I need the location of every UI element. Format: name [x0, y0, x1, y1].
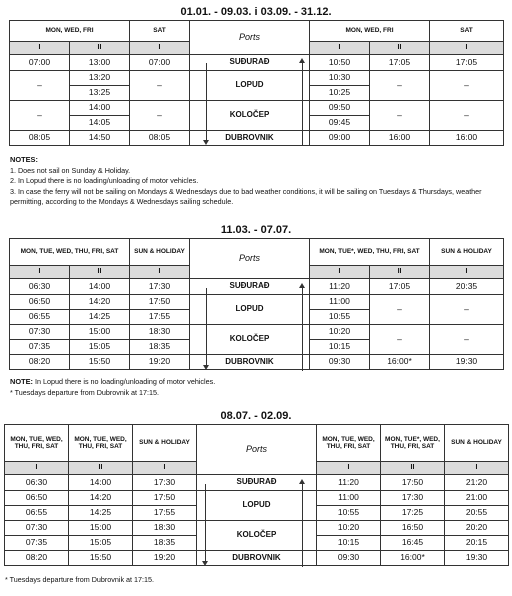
sub-head: II	[370, 42, 430, 55]
sub-head: II	[70, 266, 130, 279]
table-row	[5, 551, 509, 566]
time-cell: 14:50	[70, 131, 130, 146]
time-cell: 10:25	[310, 86, 370, 101]
time-cell: 14:25	[69, 506, 133, 521]
time-cell: 18:35	[133, 536, 197, 551]
time-cell: 10:55	[310, 310, 370, 325]
time-cell: 15:50	[69, 551, 133, 566]
table-row	[10, 279, 504, 295]
time-cell: 19:20	[133, 551, 197, 566]
up-arrow-line	[302, 287, 303, 371]
time-cell: 07:30	[10, 325, 70, 340]
time-cell: 07:00	[130, 55, 190, 71]
time-cell: 14:00	[70, 279, 130, 295]
table-row	[5, 521, 509, 536]
time-cell: 09:00	[310, 131, 370, 146]
time-cell: 10:15	[317, 536, 381, 551]
sub-head: I	[10, 42, 70, 55]
time-cell: 18:30	[133, 521, 197, 536]
time-cell: 11:20	[317, 475, 381, 491]
sub-head: I	[133, 462, 197, 475]
sub-head: I	[317, 462, 381, 475]
sub-head: II	[69, 462, 133, 475]
time-cell: 10:15	[310, 340, 370, 355]
down-arrow-icon	[202, 561, 208, 566]
time-cell: 17:05	[370, 55, 430, 71]
down-arrow-icon	[203, 140, 209, 145]
time-cell: 13:00	[70, 55, 130, 71]
notes-heading: NOTE:	[10, 377, 33, 386]
sub-head: I	[445, 462, 509, 475]
down-arrow-line	[206, 63, 207, 141]
time-cell: 14:25	[70, 310, 130, 325]
time-cell: 19:30	[430, 355, 504, 370]
time-cell: –	[130, 71, 190, 101]
time-cell: 17:05	[430, 55, 504, 71]
ports-header: Ports	[190, 21, 310, 55]
port-name: SUĐURAĐ	[190, 55, 310, 71]
table-row	[10, 71, 504, 86]
time-cell: 11:20	[310, 279, 370, 295]
table-row	[10, 355, 504, 370]
sub-head: I	[130, 266, 190, 279]
down-arrow-line	[206, 288, 207, 366]
time-cell: 08:20	[5, 551, 69, 566]
col-head-return: MON, TUE*, WED, THU, FRI, SAT	[310, 239, 430, 266]
time-cell: 17:25	[381, 506, 445, 521]
table-row	[10, 101, 504, 116]
port-name: DUBROVNIK	[190, 355, 310, 370]
col-head-return-2: MON, TUE*, WED, THU, FRI, SAT	[381, 425, 445, 462]
time-cell: 08:20	[10, 355, 70, 370]
time-cell: 17:55	[130, 310, 190, 325]
note-line: 1. Does not sail on Sunday & Holiday.	[10, 165, 131, 175]
time-cell: 18:35	[130, 340, 190, 355]
up-arrow-icon	[299, 58, 305, 63]
note-line: 2. In Lopud there is no loading/unloading of motor vehicles.	[10, 176, 199, 185]
sub-head: I	[310, 42, 370, 55]
time-cell: 10:30	[310, 71, 370, 86]
time-cell: 16:00	[430, 131, 504, 146]
table-row	[10, 55, 504, 71]
time-cell: 06:50	[10, 295, 70, 310]
up-arrow-icon	[299, 283, 305, 288]
time-cell: 09:30	[310, 355, 370, 370]
table-row	[5, 475, 509, 491]
table-row	[5, 491, 509, 506]
time-cell: 16:00*	[381, 551, 445, 566]
time-cell: 15:00	[69, 521, 133, 536]
port-name: KOLOČEP	[190, 101, 310, 131]
port-name: LOPUD	[190, 295, 310, 325]
port-name: SUĐURAĐ	[197, 475, 317, 491]
time-cell: 20:35	[430, 279, 504, 295]
port-name: KOLOČEP	[190, 325, 310, 355]
time-cell: 17:30	[130, 279, 190, 295]
notes-heading: NOTES:	[10, 155, 38, 164]
time-cell: –	[430, 71, 504, 101]
table-row	[10, 131, 504, 146]
time-cell: 14:05	[70, 116, 130, 131]
port-name: LOPUD	[197, 491, 317, 521]
time-cell: –	[370, 295, 430, 325]
time-cell: 06:30	[10, 279, 70, 295]
time-cell: 06:50	[5, 491, 69, 506]
sub-head: I	[430, 266, 504, 279]
time-cell: 13:25	[70, 86, 130, 101]
schedule-table-1	[9, 20, 504, 146]
time-cell: 15:05	[70, 340, 130, 355]
col-head-return: MON, WED, FRI	[310, 21, 430, 42]
time-cell: 14:20	[69, 491, 133, 506]
time-cell: 11:00	[317, 491, 381, 506]
time-cell: 17:55	[133, 506, 197, 521]
sub-head: I	[430, 42, 504, 55]
time-cell: 20:55	[445, 506, 509, 521]
note-line: In Lopud there is no loading/unloading of motor vehicles.	[33, 377, 216, 386]
up-arrow-icon	[299, 479, 305, 484]
col-head-outbound-sun: SUN & HOLIDAY	[133, 425, 197, 462]
time-cell: 16:45	[381, 536, 445, 551]
ports-header: Ports	[197, 425, 317, 475]
time-cell: 15:05	[69, 536, 133, 551]
col-head-outbound: MON, WED, FRI	[10, 21, 130, 42]
up-arrow-line	[302, 483, 303, 567]
time-cell: 17:30	[133, 475, 197, 491]
sub-head: I	[310, 266, 370, 279]
time-cell: 17:50	[133, 491, 197, 506]
col-head-outbound: MON, TUE, WED, THU, FRI, SAT	[10, 239, 130, 266]
time-cell: 17:50	[130, 295, 190, 310]
time-cell: 08:05	[130, 131, 190, 146]
schedule-table-2	[9, 238, 504, 370]
col-head-return-sat: SAT	[430, 21, 504, 42]
time-cell: 09:50	[310, 101, 370, 116]
time-cell: 11:00	[310, 295, 370, 310]
time-cell: 10:20	[317, 521, 381, 536]
sub-head: I	[10, 266, 70, 279]
time-cell: 21:20	[445, 475, 509, 491]
time-cell: 07:35	[5, 536, 69, 551]
time-cell: 16:50	[381, 521, 445, 536]
time-cell: 17:30	[381, 491, 445, 506]
port-name: DUBROVNIK	[197, 551, 317, 566]
time-cell: 09:30	[317, 551, 381, 566]
time-cell: –	[430, 325, 504, 355]
sub-head: I	[5, 462, 69, 475]
time-cell: 16:00*	[370, 355, 430, 370]
time-cell: 17:05	[370, 279, 430, 295]
col-head-outbound-2: MON, TUE, WED, THU, FRI, SAT	[69, 425, 133, 462]
time-cell: –	[10, 101, 70, 131]
time-cell: 09:45	[310, 116, 370, 131]
port-name: LOPUD	[190, 71, 310, 101]
section3-title: 08.07. - 02.09.	[220, 410, 292, 422]
time-cell: 13:20	[70, 71, 130, 86]
table-row	[10, 295, 504, 310]
time-cell: –	[370, 71, 430, 101]
time-cell: 19:20	[130, 355, 190, 370]
time-cell: 10:20	[310, 325, 370, 340]
port-name: DUBROVNIK	[190, 131, 310, 146]
time-cell: 07:35	[10, 340, 70, 355]
time-cell: 19:30	[445, 551, 509, 566]
time-cell: 20:20	[445, 521, 509, 536]
sub-head: I	[130, 42, 190, 55]
time-cell: –	[430, 101, 504, 131]
col-head-return-1: MON, TUE, WED, THU, FRI, SAT	[317, 425, 381, 462]
col-head-outbound-1: MON, TUE, WED, THU, FRI, SAT	[5, 425, 69, 462]
time-cell: –	[10, 71, 70, 101]
sub-head: II	[381, 462, 445, 475]
time-cell: 16:00	[370, 131, 430, 146]
notes-1	[10, 155, 502, 208]
time-cell: 06:55	[5, 506, 69, 521]
sub-head: II	[70, 42, 130, 55]
col-head-outbound-sun: SUN & HOLIDAY	[130, 239, 190, 266]
notes-2	[10, 377, 502, 398]
time-cell: 08:05	[10, 131, 70, 146]
notes-3: * Tuesdays departure from Dubrovnik at 17:15.	[5, 575, 155, 584]
time-cell: –	[370, 325, 430, 355]
ports-header: Ports	[190, 239, 310, 279]
time-cell: 06:55	[10, 310, 70, 325]
time-cell: 14:20	[70, 295, 130, 310]
time-cell: –	[130, 101, 190, 131]
section1-title: 01.01. - 09.03. i 03.09. - 31.12.	[180, 6, 332, 18]
schedule-table-3	[4, 424, 509, 566]
time-cell: 10:55	[317, 506, 381, 521]
time-cell: 06:30	[5, 475, 69, 491]
time-cell: 14:00	[70, 101, 130, 116]
col-head-return-sun: SUN & HOLIDAY	[430, 239, 504, 266]
time-cell: 15:00	[70, 325, 130, 340]
note-line: * Tuesdays departure from Dubrovnik at 17:15.	[10, 387, 160, 397]
section2-title: 11.03. - 07.07.	[220, 224, 292, 236]
time-cell: –	[430, 295, 504, 325]
time-cell: 21:00	[445, 491, 509, 506]
time-cell: 20:15	[445, 536, 509, 551]
time-cell: 17:50	[381, 475, 445, 491]
time-cell: 07:00	[10, 55, 70, 71]
col-head-outbound-sat: SAT	[130, 21, 190, 42]
note-line: 3. In case the ferry will not be sailing on Mondays & Wednesdays due to bad weather conditions, it will be sailing on Tuesdays & Thursdays, weather permitting, according to the Mondays & Wednesdays sailing schedule.	[10, 186, 482, 206]
time-cell: 14:00	[69, 475, 133, 491]
up-arrow-line	[302, 62, 303, 146]
down-arrow-line	[205, 484, 206, 562]
col-head-return-sun: SUN & HOLIDAY	[445, 425, 509, 462]
time-cell: 15:50	[70, 355, 130, 370]
time-cell: –	[370, 101, 430, 131]
time-cell: 18:30	[130, 325, 190, 340]
time-cell: 07:30	[5, 521, 69, 536]
time-cell: 10:50	[310, 55, 370, 71]
sub-head: II	[370, 266, 430, 279]
port-name: SUĐURAĐ	[190, 279, 310, 295]
down-arrow-icon	[203, 365, 209, 370]
port-name: KOLOČEP	[197, 521, 317, 551]
table-row	[10, 325, 504, 340]
